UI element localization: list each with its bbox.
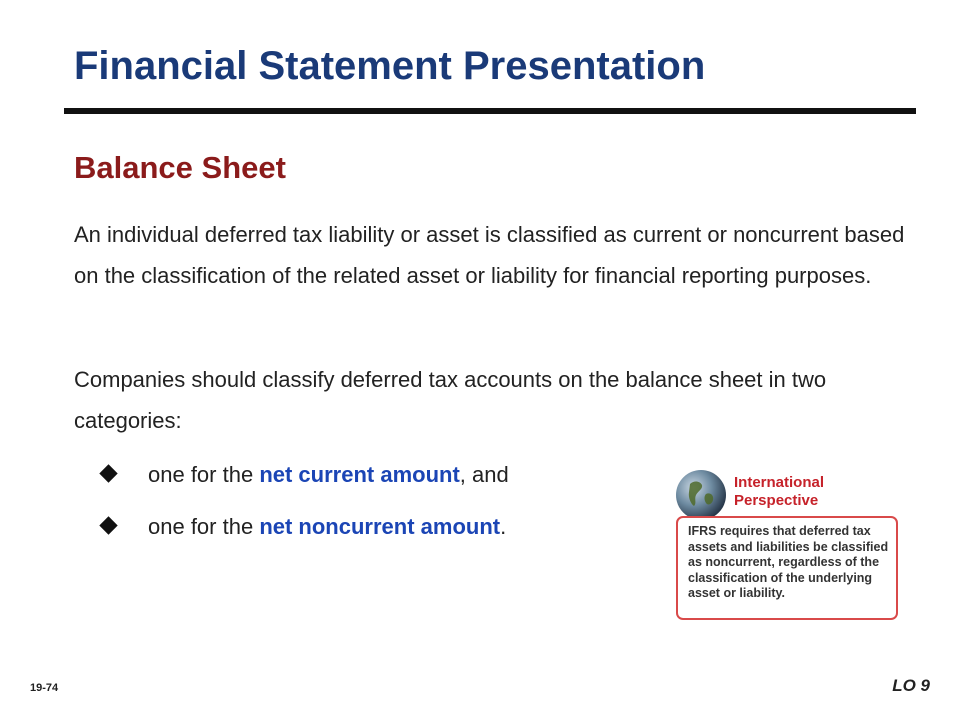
slide-number: 19-74	[30, 682, 59, 694]
ip-textbox	[676, 516, 898, 620]
title-divider	[64, 108, 916, 114]
bullet-text: one for the net noncurrent amount.	[148, 514, 507, 539]
slide-title: Financial Statement Presentation	[74, 44, 706, 88]
highlight-term: net current amount	[259, 462, 460, 487]
highlight-term: net noncurrent amount	[259, 514, 501, 539]
diamond-bullet-icon	[99, 464, 117, 482]
ip-text: IFRS requires that deferred tax assets and liabilities be classified as noncurrent, regardless of the classification of the underlying asset or liability.	[688, 524, 889, 600]
paragraph-classification: An individual deferred tax liability or asset is classified as current or noncurrent based on the classification of the related asset or liability for financial reporting purposes.	[74, 222, 905, 288]
paragraph-categories: Companies should classify deferred tax accounts on the balance sheet in two categories:	[74, 367, 827, 433]
section-heading: Balance Sheet	[74, 150, 286, 185]
bullet-text: one for the net current amount, and	[148, 462, 509, 487]
globe-icon	[676, 470, 726, 520]
ip-heading: International Perspective	[734, 474, 825, 509]
diamond-bullet-icon	[99, 516, 117, 534]
international-perspective-callout	[668, 470, 900, 625]
learning-objective: LO 9	[892, 676, 930, 695]
